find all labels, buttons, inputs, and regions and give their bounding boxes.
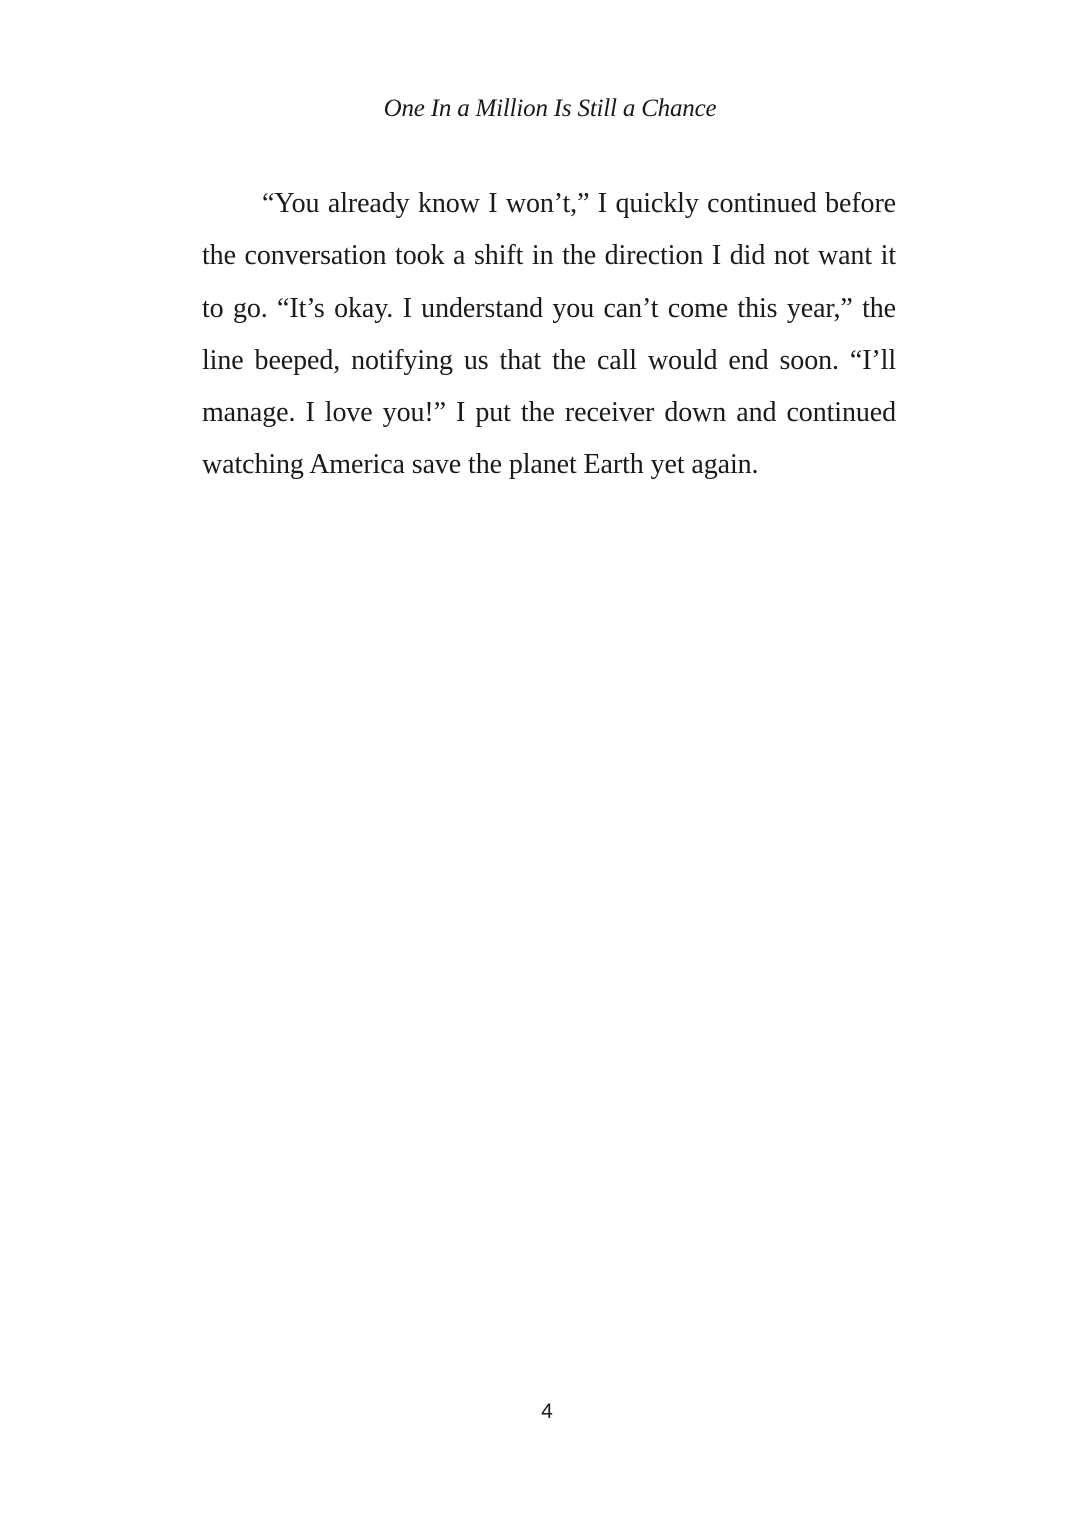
running-header-title: One In a Million Is Still a Chance xyxy=(383,95,717,122)
page-number: 4 xyxy=(541,1400,553,1423)
body-paragraph: “You already know I won’t,” I quickly continued before the conversation took a shift in the direction I did not want it to go. “It’s okay. I understand you can’t come this year,” the line beeped, notifying us that the call would end soon. “I’ll manage. I love you!” I put the receiver down and continued watching America save the planet Earth yet again. xyxy=(202,188,896,481)
